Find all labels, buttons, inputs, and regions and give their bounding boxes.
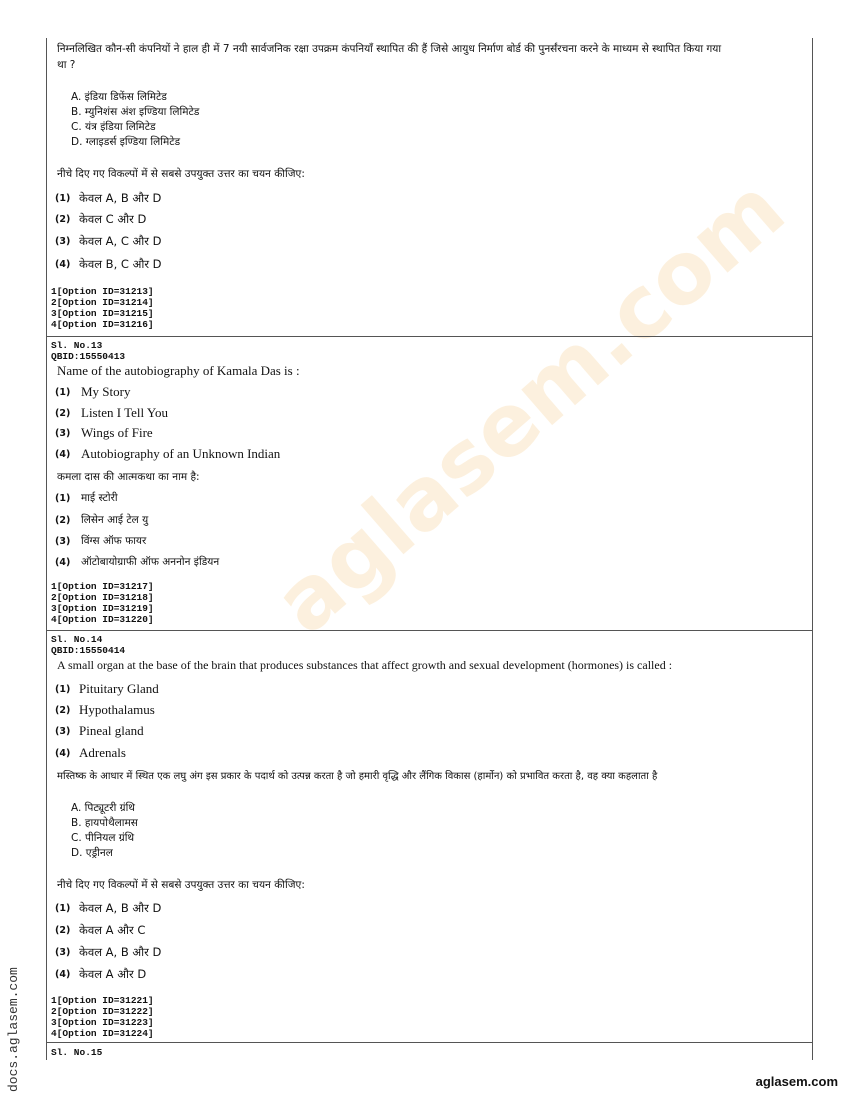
option-4-number: (4) xyxy=(55,259,71,270)
question-text-en: Name of the autobiography of Kamala Das is : xyxy=(57,363,300,378)
option-2-number-hi: (2) xyxy=(55,515,71,526)
option-id: 4[Option ID=31220] xyxy=(51,614,154,625)
serial-number: Sl. No.13 xyxy=(51,340,103,351)
qbid: QBID:15550414 xyxy=(51,645,126,656)
question-text-cont: था ? xyxy=(57,59,76,71)
statement-c: C. पीनियल ग्रंथि xyxy=(71,832,135,844)
footer-brand: aglasem.com xyxy=(755,1074,838,1089)
statement-c: C. यंत्र इंडिया लिमिटेड xyxy=(71,121,156,133)
option-4-hi[interactable]: केवल A और D xyxy=(79,967,147,981)
option-id-list xyxy=(51,995,154,1039)
statement-a: A. इंडिया डिफेंस लिमिटेड xyxy=(71,91,167,103)
qbid: QBID:15550413 xyxy=(51,351,126,362)
serial-number: Sl. No.14 xyxy=(51,634,103,645)
option-4-number: (4) xyxy=(55,748,71,759)
statement-d: D. एड्रीनल xyxy=(71,847,113,859)
option-4-number-hi: (4) xyxy=(55,969,71,980)
option-4[interactable]: केवल B, C और D xyxy=(79,257,162,271)
option-1[interactable]: केवल A, B और D xyxy=(79,191,162,205)
option-id: 3[Option ID=31215] xyxy=(51,308,154,319)
option-id: 1[Option ID=31221] xyxy=(51,995,154,1006)
question-text-hi: कमला दास की आत्मकथा का नाम है: xyxy=(57,471,200,483)
option-4-number-hi: (4) xyxy=(55,557,71,568)
option-3-number-hi: (3) xyxy=(55,947,71,958)
option-1-number: (1) xyxy=(55,684,71,695)
option-3-number: (3) xyxy=(55,236,71,247)
question-text-hi: मस्तिष्क के आधार में स्थित एक लघु अंग इस प्रकार के पदार्थ को उत्पन्न करता है जो हमारी वृद्धि और लैंगिक विकास (हार्मोन) को प्रभावित करता है, वह क्या कहलाता है xyxy=(57,771,658,782)
option-id: 2[Option ID=31222] xyxy=(51,1006,154,1017)
option-1-number: (1) xyxy=(55,387,71,398)
option-1-number-hi: (1) xyxy=(55,493,71,504)
option-2-number: (2) xyxy=(55,214,71,225)
statement-b: B. म्युनिशंस अंश इण्डिया लिमिटेड xyxy=(71,106,200,118)
side-watermark-url: docs.aglasem.com xyxy=(6,967,21,1092)
option-3[interactable]: Wings of Fire xyxy=(81,425,153,440)
instruction-text: नीचे दिए गए विकल्पों में से सबसे उपयुक्त उत्तर का चयन कीजिए: xyxy=(57,168,305,180)
option-2[interactable]: केवल C और D xyxy=(79,212,147,226)
statement-a: A. पिट्यूटरी ग्रंथि xyxy=(71,802,136,814)
option-3-hi[interactable]: केवल A, B और D xyxy=(79,945,162,959)
question-13 xyxy=(47,337,812,630)
option-1[interactable]: My Story xyxy=(81,384,131,399)
option-2[interactable]: Hypothalamus xyxy=(79,702,155,717)
option-3[interactable]: केवल A, C और D xyxy=(79,234,162,248)
option-4[interactable]: Adrenals xyxy=(79,745,126,760)
option-id: 1[Option ID=31217] xyxy=(51,581,154,592)
option-2-hi[interactable]: लिसेन आई टेल यु xyxy=(81,514,149,526)
watermark-text: aglasem.com xyxy=(255,158,804,654)
statement-d: D. ग्लाइडर्स इण्डिया लिमिटेड xyxy=(71,136,181,148)
question-text: निम्नलिखित कौन-सी कंपनियों ने हाल ही में 7 नयी सार्वजनिक रक्षा उपक्रम कंपनियाँ स्थापित की हैं जिसे आयुध निर्माण बोर्ड की पुनर्संरचना करने के माध्यम से स्थापित किया गया xyxy=(57,43,722,55)
question-14 xyxy=(47,631,812,1042)
option-id: 3[Option ID=31219] xyxy=(51,603,154,614)
option-id-list xyxy=(51,581,154,625)
instruction-text: नीचे दिए गए विकल्पों में से सबसे उपयुक्त उत्तर का चयन कीजिए: xyxy=(57,879,305,891)
option-3-hi[interactable]: विंग्स ऑफ फायर xyxy=(81,535,147,547)
statement-list xyxy=(71,801,138,861)
option-2-hi[interactable]: केवल A और C xyxy=(79,923,146,937)
option-1-number: (1) xyxy=(55,193,71,204)
option-id: 2[Option ID=31214] xyxy=(51,297,154,308)
question-12 xyxy=(47,38,812,336)
option-2-number: (2) xyxy=(55,705,71,716)
question-sheet xyxy=(46,38,813,1060)
option-4-number: (4) xyxy=(55,449,71,460)
option-4[interactable]: Autobiography of an Unknown Indian xyxy=(81,446,281,461)
question-text-en: A small organ at the base of the brain that produces substances that affect growth and sexual development (hormones) is called : xyxy=(57,658,673,672)
option-id-list xyxy=(51,286,154,330)
option-3-number: (3) xyxy=(55,428,71,439)
option-2-number: (2) xyxy=(55,408,71,419)
option-2-number-hi: (2) xyxy=(55,925,71,936)
option-2[interactable]: Listen I Tell You xyxy=(81,405,168,420)
question-15 xyxy=(47,1043,812,1060)
option-id: 3[Option ID=31223] xyxy=(51,1017,154,1028)
serial-number: Sl. No.15 xyxy=(51,1047,103,1058)
option-1[interactable]: Pituitary Gland xyxy=(79,681,159,696)
option-3[interactable]: Pineal gland xyxy=(79,723,144,738)
statement-b: B. हायपोथैलामस xyxy=(71,817,138,829)
option-id: 1[Option ID=31213] xyxy=(51,286,154,297)
option-1-hi[interactable]: केवल A, B और D xyxy=(79,901,162,915)
option-3-number-hi: (3) xyxy=(55,536,71,547)
option-1-number-hi: (1) xyxy=(55,903,71,914)
option-3-number: (3) xyxy=(55,726,71,737)
option-id: 2[Option ID=31218] xyxy=(51,592,154,603)
option-id: 4[Option ID=31224] xyxy=(51,1028,154,1039)
option-id: 4[Option ID=31216] xyxy=(51,319,154,330)
option-1-hi[interactable]: माई स्टोरी xyxy=(81,492,118,504)
statement-list xyxy=(71,90,199,150)
option-4-hi[interactable]: ऑटोबायोग्राफी ऑफ अननोन इंडियन xyxy=(81,556,220,568)
